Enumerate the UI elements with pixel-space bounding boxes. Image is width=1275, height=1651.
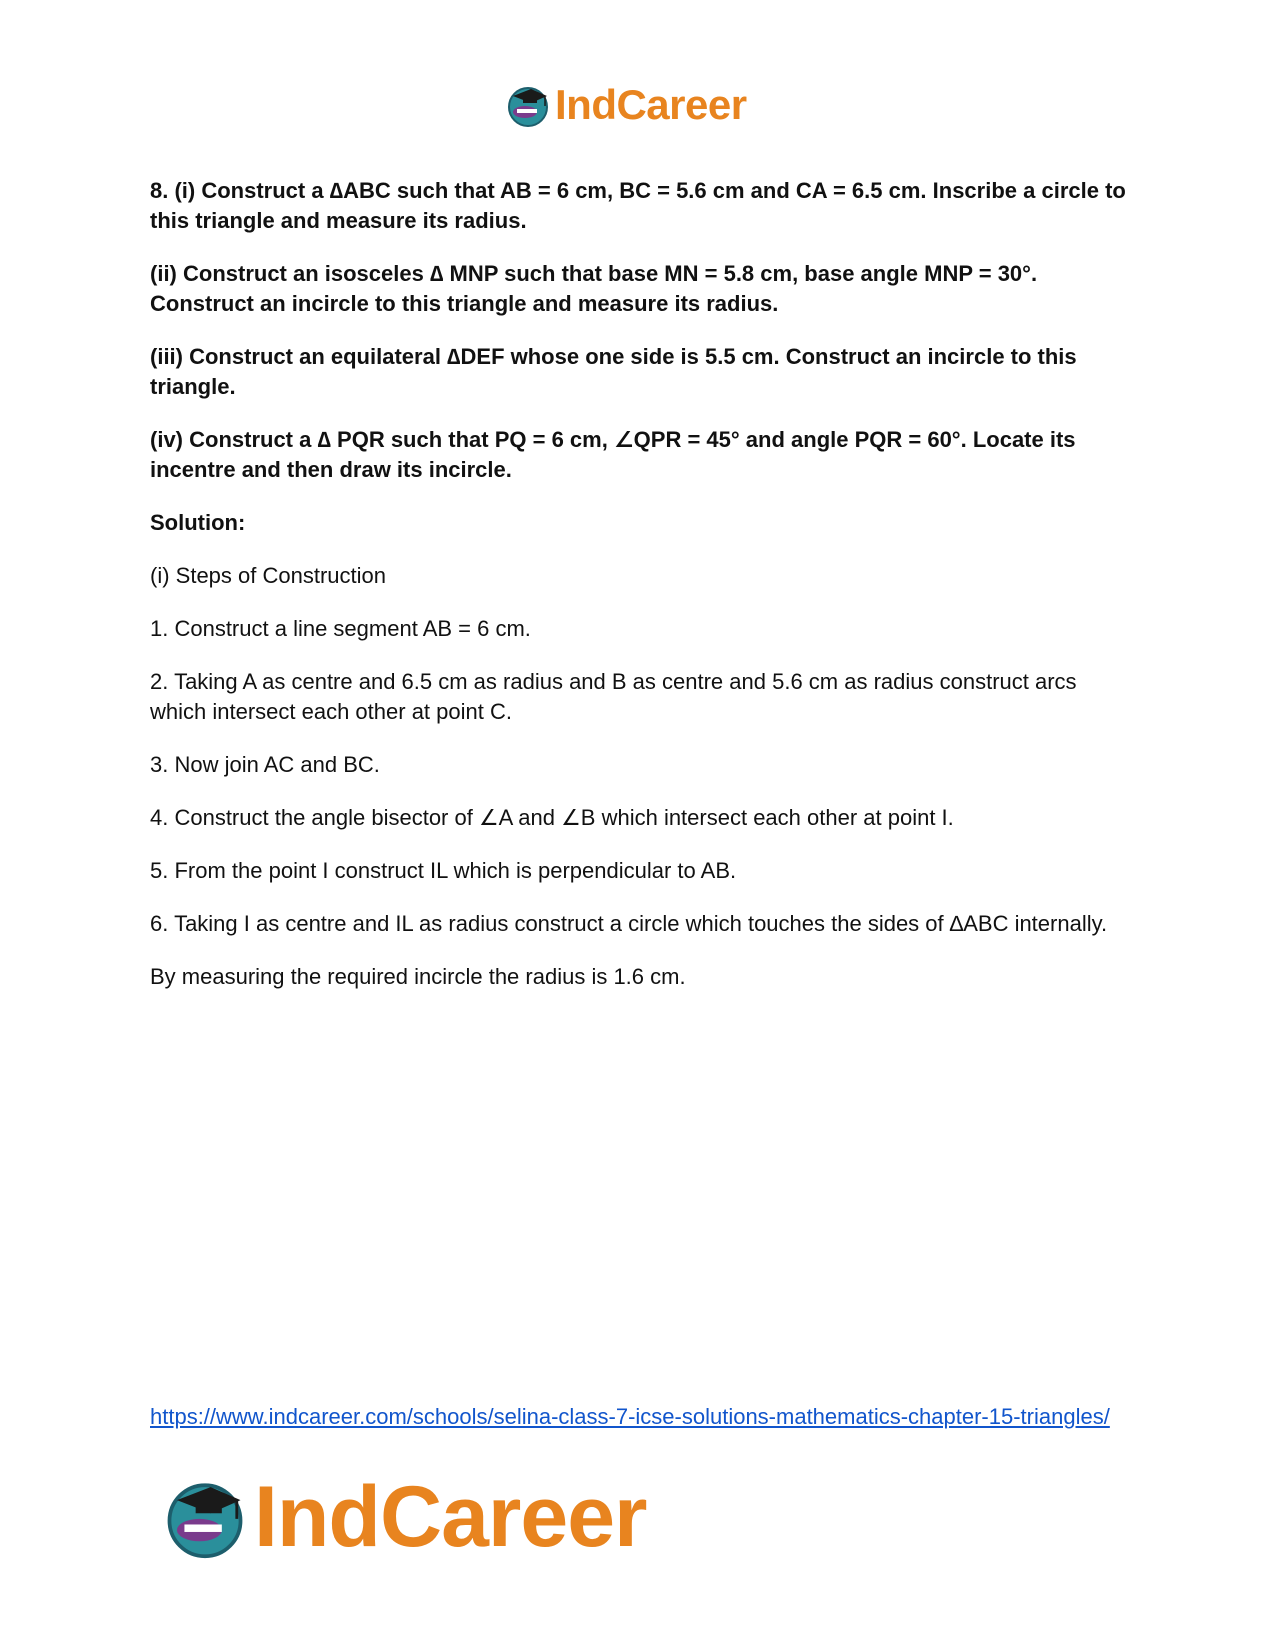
construction-step: 6. Taking I as centre and IL as radius construct a circle which touches the sides of ∆ABC internally.: [150, 911, 1108, 936]
solution-conclusion: By measuring the required incircle the radius is 1.6 cm.: [150, 964, 686, 989]
solution-heading: Solution:: [150, 510, 246, 535]
document-body: [150, 176, 1130, 1015]
brand-wordmark: IndCareer: [555, 81, 747, 128]
graduation-cap-globe-icon: [162, 1474, 248, 1560]
construction-step: 3. Now join AC and BC.: [150, 752, 380, 777]
construction-step: 1. Construct a line segment AB = 6 cm.: [150, 616, 531, 641]
question-part-1: 8. (i) Construct a ∆ABC such that AB = 6 cm, BC = 5.6 cm and CA = 6.5 cm. Inscribe a circle to this triangle and measure its radius.: [150, 178, 1126, 233]
question-part-2: (ii) Construct an isosceles ∆ MNP such that base MN = 5.8 cm, base angle MNP = 30°. Construct an incircle to this triangle and measure its radius.: [150, 261, 1038, 316]
construction-step: 2. Taking A as centre and 6.5 cm as radius and B as centre and 5.6 cm as radius construct arcs which intersect each other at point C.: [150, 669, 1077, 724]
question-part-4: (iv) Construct a ∆ PQR such that PQ = 6 cm, ∠QPR = 45° and angle PQR = 60°. Locate its incentre and then draw its incircle.: [150, 427, 1076, 482]
question-part-3: (iii) Construct an equilateral ∆DEF whose one side is 5.5 cm. Construct an incircle to this triangle.: [150, 344, 1077, 399]
graduation-cap-globe-icon: [505, 82, 551, 128]
brand-wordmark: IndCareer: [254, 1468, 647, 1565]
construction-step: 4. Construct the angle bisector of ∠A and ∠B which intersect each other at point I.: [150, 805, 954, 830]
construction-step: 5. From the point I construct IL which is perpendicular to AB.: [150, 858, 737, 883]
solution-subheading: (i) Steps of Construction: [150, 563, 386, 588]
source-link[interactable]: https://www.indcareer.com/schools/selina-class-7-icse-solutions-mathematics-chapter-15-triangles/: [150, 1404, 1110, 1429]
header-logo: [505, 80, 747, 130]
footer-logo: [162, 1468, 647, 1565]
